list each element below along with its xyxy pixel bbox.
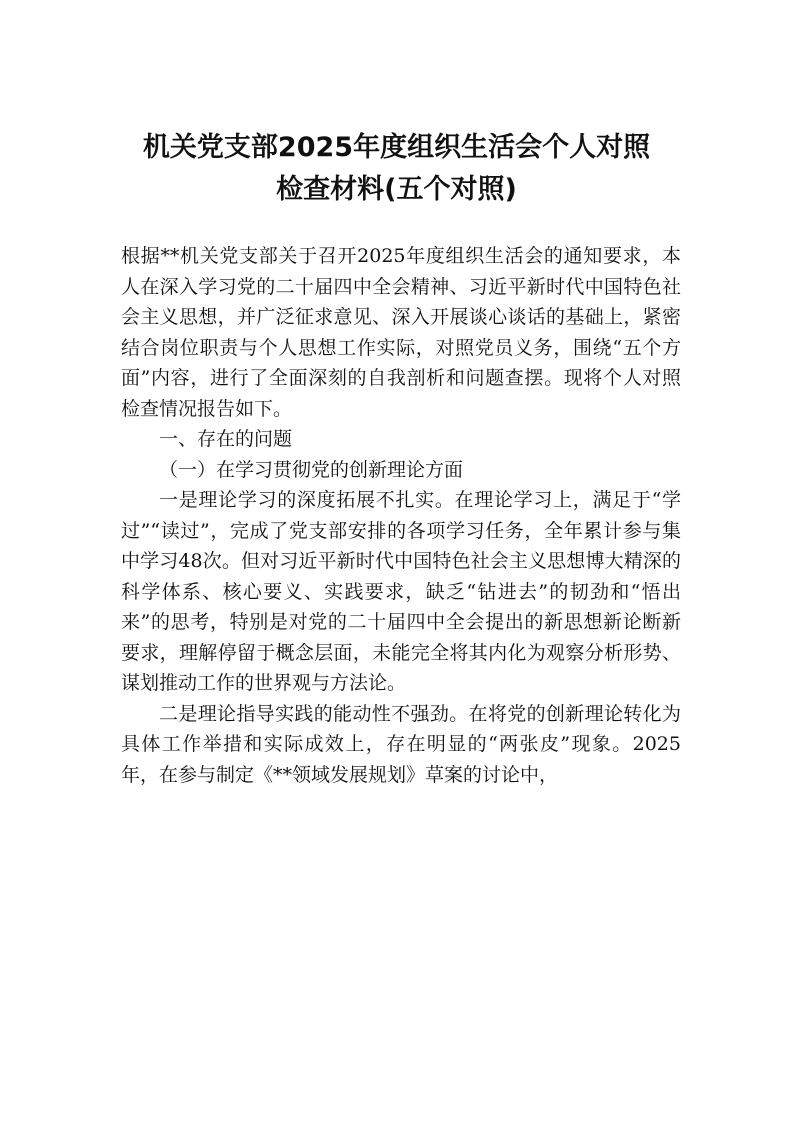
document-title-line-1: 机关党支部2025年度组织生活会个人对照 — [142, 132, 651, 163]
intro-paragraph: 根据**机关党支部关于召开2025年度组织生活会的通知要求，本人在深入学习党的二十届四中全会精神、习近平新时代中国特色社会主义思想，并广泛征求意见、深入开展谈心谈话的基础上，紧密结合岗位职责与个人思想工作实际，对照党员义务，围绕“五个方面”内容，进行了全面深刻的自我剖析和问题查摆。现将个人对照检查情况报告如下。 — [121, 245, 681, 420]
subsection-heading-theory: （一）在学习贯彻党的创新理论方面 — [159, 458, 464, 481]
section-heading-problems: 一、存在的问题 — [159, 428, 293, 450]
paragraph-theory-practice: 二是理论指导实践的能动性不强劲。在将党的创新理论转化为具体工作举措和实际成效上，存在明显的“两张皮”现象。2025年，在参与制定《**领域发展规划》草案的讨论中， — [121, 702, 681, 786]
paragraph-theory-study: 一是理论学习的深度拓展不扎实。在理论学习上，满足于“学过”“读过”，完成了党支部安排的各项学习任务，全年累计参与集中学习48次。但对习近平新时代中国特色社会主义思想博大精深的科学体系、核心要义、实践要求，缺乏“钻进去”的韧劲和“悟出来”的思考，特别是对党的二十届四中全会提出的新思想新论断新要求，理解停留于概念层面，未能完全将其内化为观察分析形势、谋划推动工作的世界观与方法论。 — [121, 489, 681, 694]
document-title-line-2: 检查材料(五个对照) — [276, 174, 517, 205]
document-body — [121, 241, 681, 790]
